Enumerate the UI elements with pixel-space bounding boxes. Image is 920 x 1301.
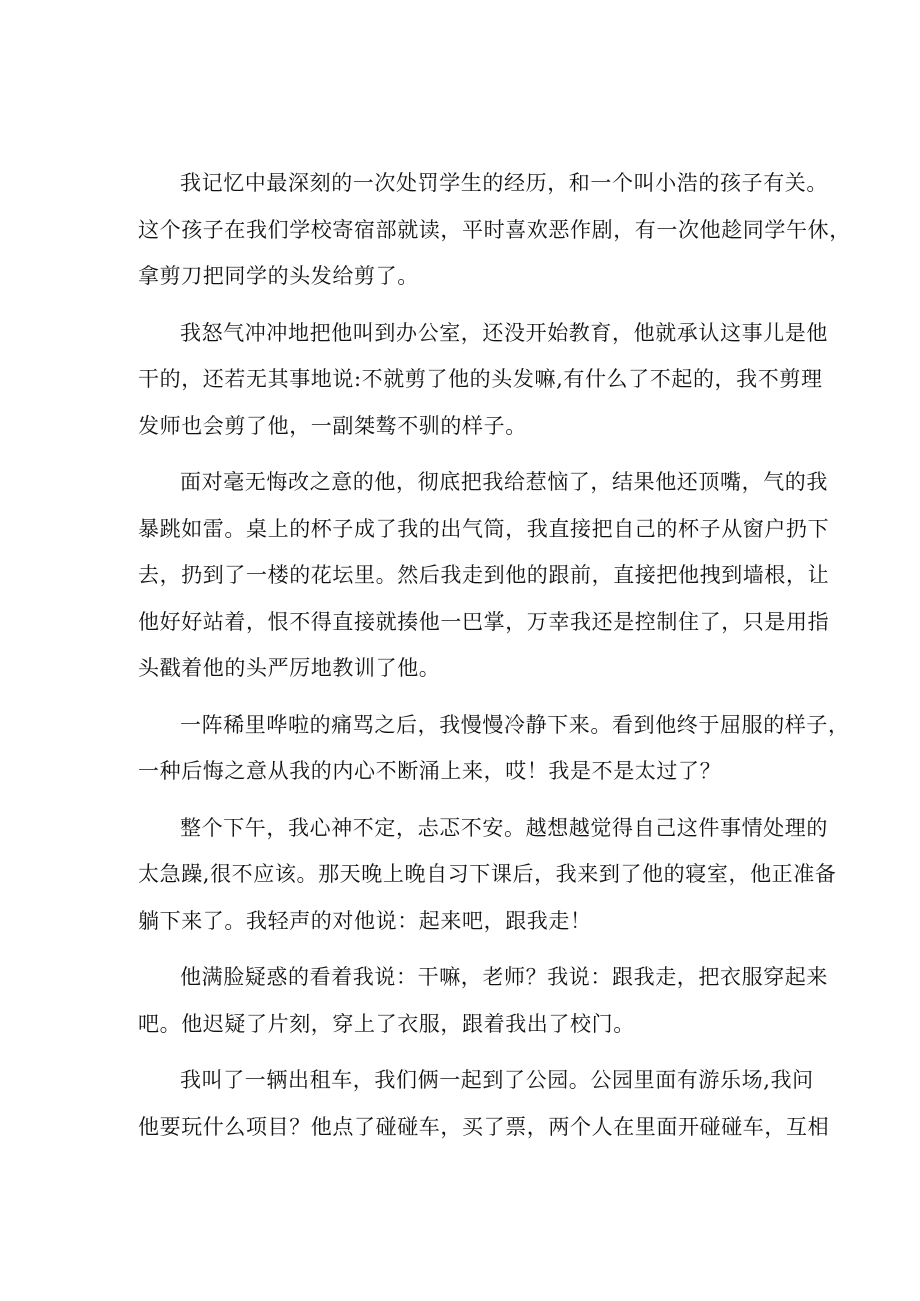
text-line: 我怒气冲冲地把他叫到办公室，还没开始教育，他就承认这事儿是他 [180,320,828,345]
text-line: 一种后悔之意从我的内心不断涌上来，哎！我是不是太过了？ [138,759,722,783]
text-line: 这个孩子在我们学校寄宿部就读，平时喜欢恶作剧，有一次他趁同学午休， [138,217,851,242]
text-line: 他好好站着，恨不得直接就揍他一巴掌，万幸我还是控制住了，只是用指 [138,609,830,634]
text-line: 躺下来了。我轻声的对他说：起来吧，跟我走！ [138,908,592,933]
text-line: 太急躁,很不应该。那天晚上晚自习下课后，我来到了他的寝室，他正准备 [138,862,837,886]
text-line: 去，扔到了一楼的花坛里。然后我走到他的跟前，直接把他拽到墙根，让 [138,563,830,587]
paragraph-4 [138,702,850,795]
paragraph-1 [138,160,851,300]
article-body [138,160,851,1160]
text-line: 暴跳如雷。桌上的杯子成了我的出气筒，我直接把自己的杯子从窗户扔下 [138,516,830,541]
text-line: 发师也会剪了他，一副桀骜不驯的样子。 [138,413,527,438]
text-line: 整个下午，我心神不定，忐忑不安。越想越觉得自己这件事情处理的 [180,815,828,840]
text-line: 干的，还若无其事地说:不就剪了他的头发嘛,有什么了不起的，我不剪理 [138,367,823,391]
text-line: 面对毫无悔改之意的他，彻底把我给惹恼了，结果他还顶嘴，气的我 [180,470,828,494]
paragraph-2 [138,310,828,450]
text-line: 拿剪刀把同学的头发给剪了。 [138,264,419,288]
paragraph-6 [138,954,828,1047]
text-line: 头戳着他的头严厉地教训了他。 [138,656,441,680]
text-line: 他要玩什么项目？他点了碰碰车，买了票，两个人在里面开碰碰车，互相 [138,1114,830,1139]
text-line: 吧。他迟疑了片刻，穿上了衣服，跟着我出了校门。 [138,1011,635,1036]
text-line: 我叫了一辆出租车，我们俩一起到了公园。公园里面有游乐场,我问 [180,1068,814,1092]
text-line: 我记忆中最深刻的一次处罚学生的经历，和一个叫小浩的孩子有关。 [180,171,828,195]
text-line: 他满脸疑惑的看着我说：干嘛，老师？我说：跟我走，把衣服穿起来 [180,965,828,989]
paragraph-3 [138,459,830,692]
text-line: 一阵稀里哗啦的痛骂之后，我慢慢冷静下来。看到他终于屈服的样子， [180,712,850,737]
paragraph-5 [138,805,837,945]
paragraph-7 [138,1057,830,1150]
